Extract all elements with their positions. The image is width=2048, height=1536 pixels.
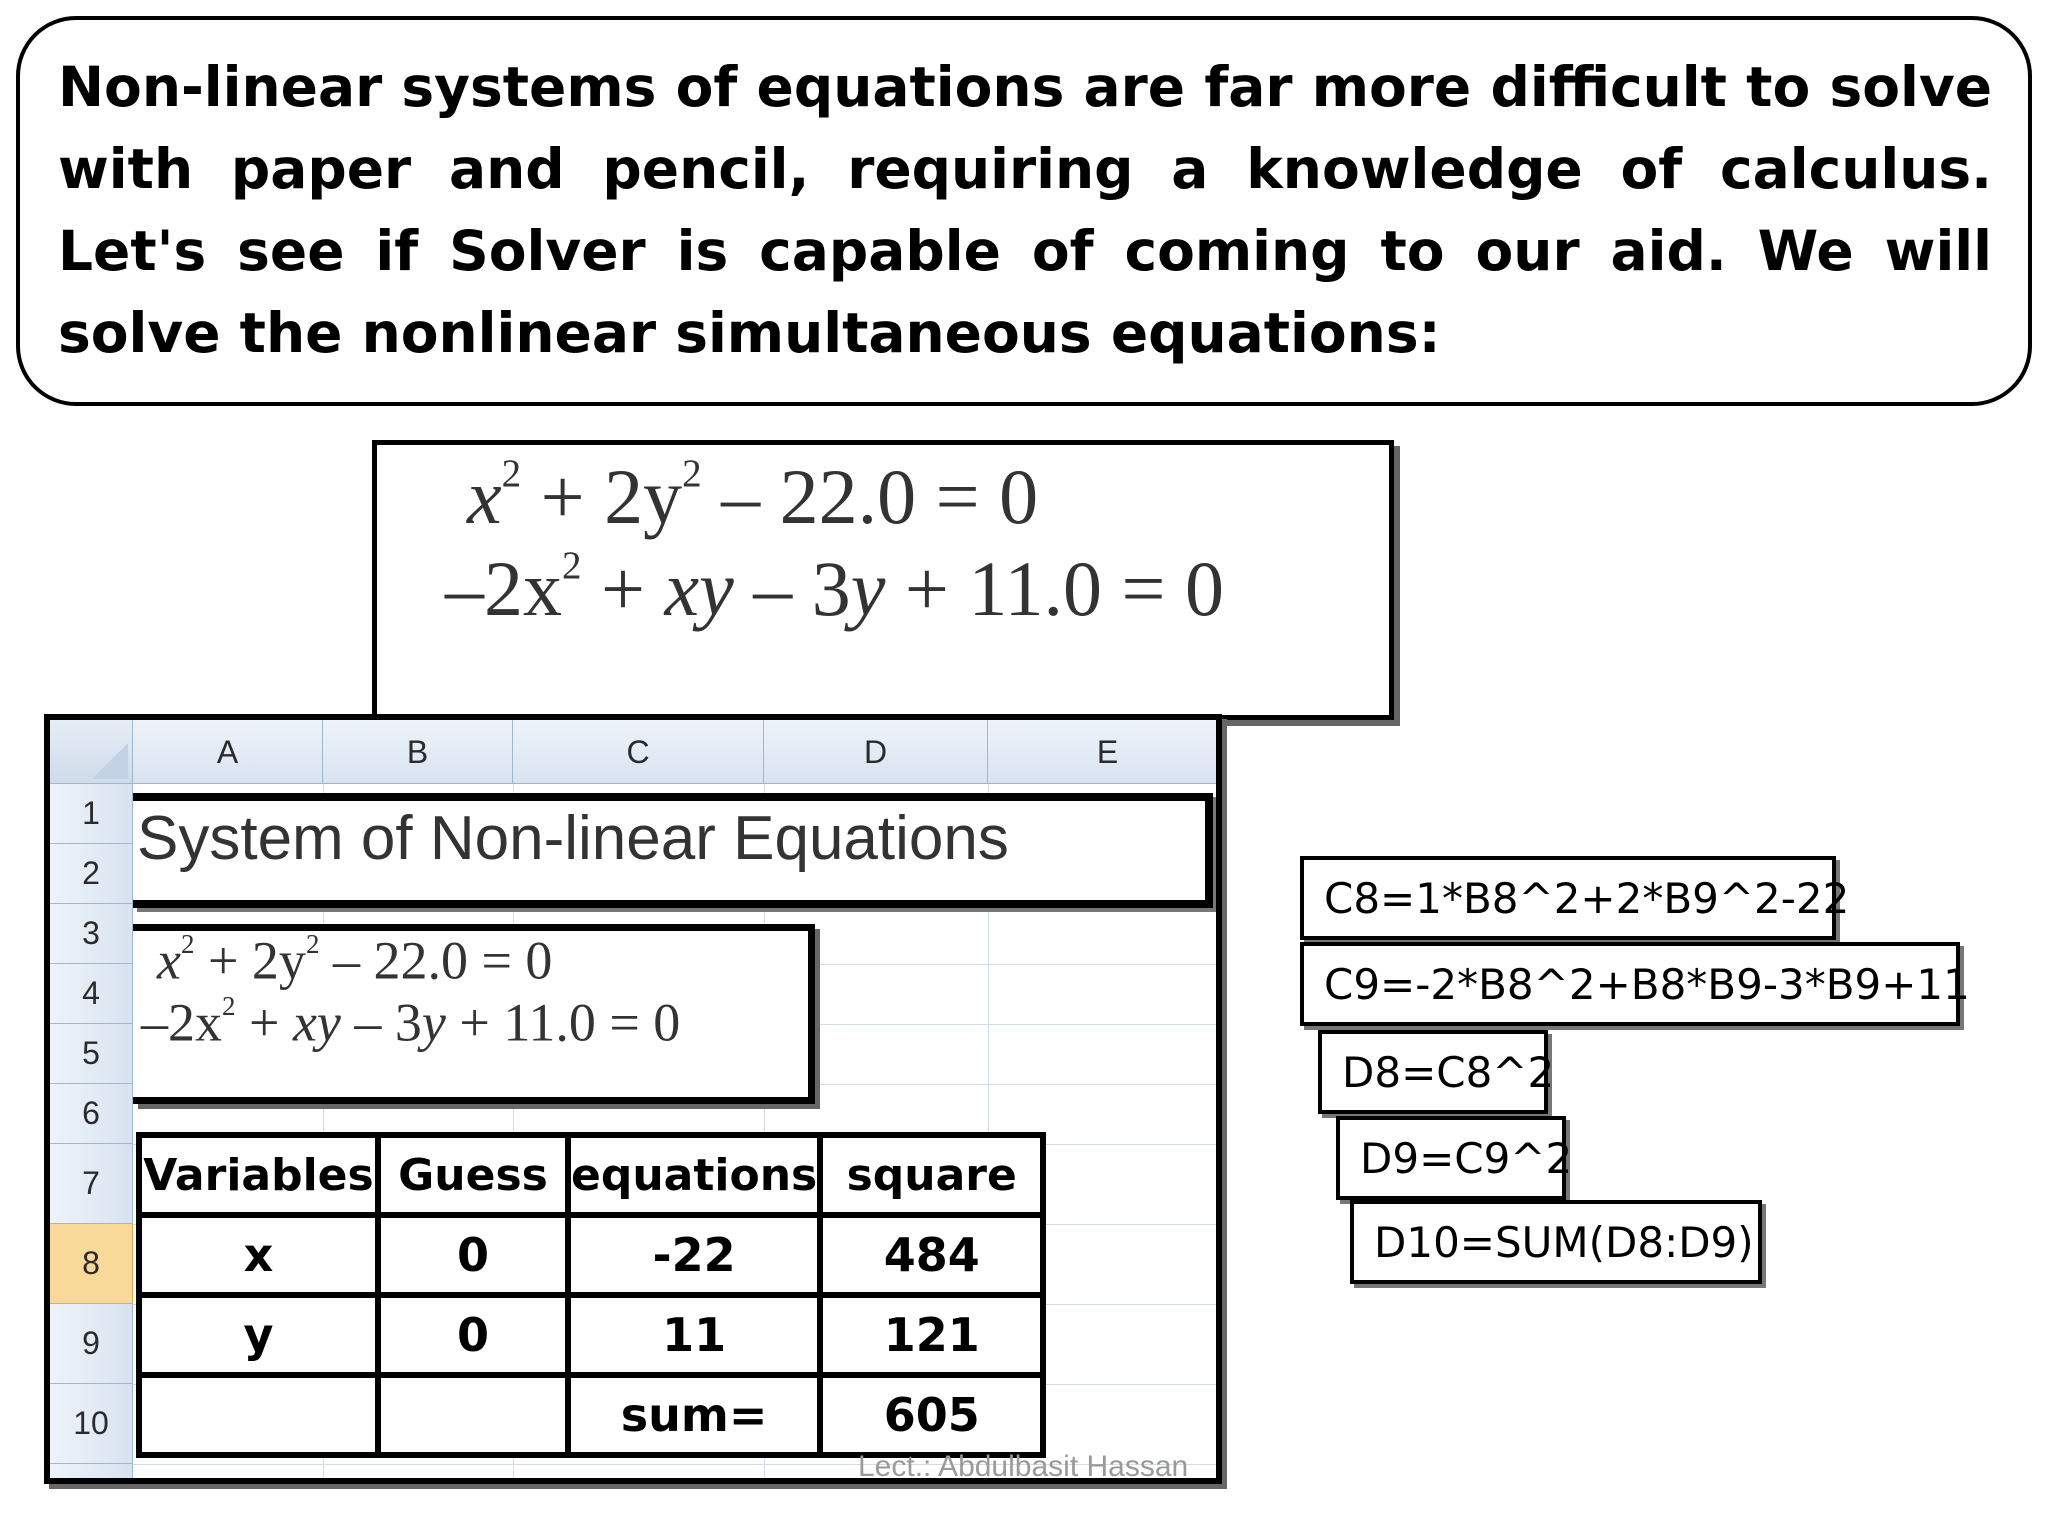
column-header-b[interactable]: B <box>323 720 513 784</box>
sheet-title-box[interactable] <box>133 793 1213 908</box>
sheet-equation-line-2: $-2x^2$ + xy – 3y + 11.0 = 0 <box>141 991 681 1053</box>
equation-box <box>372 440 1394 720</box>
row-header-2[interactable]: 2 <box>50 844 133 904</box>
column-header-c[interactable]: C <box>513 720 764 784</box>
table-header-row <box>139 1135 1043 1215</box>
row-header-4[interactable]: 4 <box>50 964 133 1024</box>
cell-d8[interactable]: 484 <box>820 1215 1043 1295</box>
solver-table <box>136 1132 1046 1458</box>
formula-d9: D9=C9^2 <box>1336 1116 1566 1200</box>
cell-c9[interactable]: 11 <box>568 1295 820 1375</box>
formula-d8: D8=C8^2 <box>1318 1030 1548 1114</box>
cell-b9[interactable]: 0 <box>378 1295 568 1375</box>
cell-b10[interactable] <box>378 1375 568 1455</box>
row-header-6[interactable]: 6 <box>50 1084 133 1144</box>
header-square[interactable]: square <box>820 1135 1043 1215</box>
column-header-d[interactable]: D <box>764 720 988 784</box>
row-header-5[interactable]: 5 <box>50 1024 133 1084</box>
cell-a8[interactable]: x <box>139 1215 378 1295</box>
formula-c9: C9=-2*B8^2+B8*B9-3*B9+11 <box>1300 942 1960 1026</box>
watermark: Lect.: Abdulbasit Hassan <box>858 1450 1189 1483</box>
cell-a10[interactable] <box>139 1375 378 1455</box>
cell-d9[interactable]: 121 <box>820 1295 1043 1375</box>
row-header-11[interactable] <box>50 1464 133 1484</box>
sheet-equation-image[interactable] <box>133 924 815 1104</box>
equation-line-1: $x^2 + 2y^2 - 22.0 = 0$ <box>467 452 1039 541</box>
header-equations[interactable]: equations <box>568 1135 820 1215</box>
column-header-e[interactable]: E <box>988 720 1222 784</box>
header-variables[interactable]: Variables <box>139 1135 378 1215</box>
table-row <box>139 1375 1043 1455</box>
row-header-3[interactable]: 3 <box>50 904 133 964</box>
row-header-10[interactable]: 10 <box>50 1384 133 1464</box>
equation-line-2: $-2x^2$ + xy – 3y + 11.0 = 0 <box>445 544 1224 633</box>
select-all-corner[interactable] <box>50 720 133 784</box>
formula-d10: D10=SUM(D8:D9) <box>1350 1200 1762 1284</box>
sheet-title: System of Non-linear Equations <box>137 804 1009 873</box>
header-guess[interactable]: Guess <box>378 1135 568 1215</box>
column-header-a[interactable]: A <box>133 720 323 784</box>
row-header-1[interactable]: 1 <box>50 784 133 844</box>
cell-d10[interactable]: 605 <box>820 1375 1043 1455</box>
row-header-7[interactable]: 7 <box>50 1144 133 1224</box>
sheet-equation-line-1: $x^2 + 2y^2 - 22.0 = 0$ <box>157 929 553 991</box>
formula-c8: C8=1*B8^2+2*B9^2-22 <box>1300 856 1836 940</box>
table-row <box>139 1215 1043 1295</box>
row-header-8[interactable]: 8 <box>50 1224 133 1304</box>
intro-text: Non-linear systems of equations are far more difficult to solve with paper and pencil, requiring a knowledge of calculus. Let's see if Solver is capable of coming to our aid. We will solve the nonlinear simultaneous equations: <box>58 55 1992 365</box>
cell-a9[interactable]: y <box>139 1295 378 1375</box>
spreadsheet <box>44 714 1222 1484</box>
cell-b8[interactable]: 0 <box>378 1215 568 1295</box>
row-header-9[interactable]: 9 <box>50 1304 133 1384</box>
cell-c8[interactable]: -22 <box>568 1215 820 1295</box>
cell-c10[interactable]: sum= <box>568 1375 820 1455</box>
table-row <box>139 1295 1043 1375</box>
